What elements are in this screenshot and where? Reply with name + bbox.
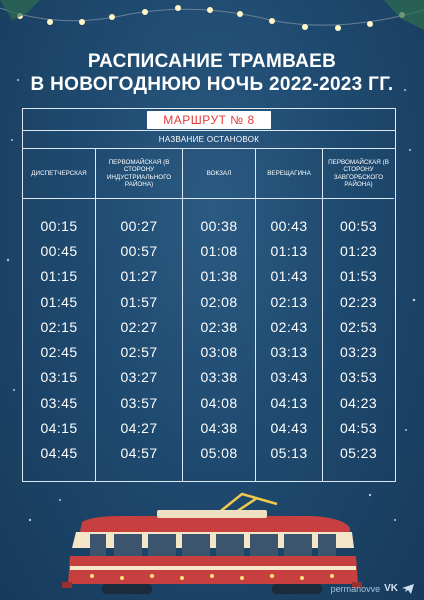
telegram-icon [402,584,414,594]
time-cell: 00:15 [40,217,78,234]
time-cell: 04:27 [120,420,158,437]
time-cell: 01:45 [40,293,78,310]
time-cell: 00:53 [339,217,378,234]
column-dispatcher [23,149,96,481]
time-cell: 04:08 [200,394,238,411]
tram-illustration [62,488,362,600]
string-lights-decoration [0,0,424,40]
time-cell: 00:38 [200,217,238,234]
footer [331,583,414,594]
time-cell: 03:23 [339,344,378,361]
time-cell: 02:38 [200,318,238,335]
time-cell: 02:27 [120,318,158,335]
time-cell: 00:27 [120,217,158,234]
schedule-table [22,108,396,482]
time-cell: 04:45 [40,445,78,462]
time-cell: 01:57 [120,293,158,310]
time-cell: 01:53 [339,268,378,285]
time-cell: 03:38 [200,369,238,386]
time-cell: 03:13 [270,344,308,361]
time-cell: 01:27 [120,268,158,285]
time-cell: 00:57 [120,242,158,259]
time-cell: 04:53 [339,420,378,437]
column-pervomayskaya-zavgorbsky [323,149,394,481]
time-cell: 02:23 [339,293,378,310]
time-cell: 02:08 [200,293,238,310]
time-cell: 03:15 [40,369,78,386]
stops-header: НАЗВАНИЕ ОСТАНОВОК [23,131,395,149]
time-cell: 03:43 [270,369,308,386]
time-cell: 02:43 [270,318,308,335]
time-cell: 03:45 [40,394,78,411]
time-cell: 02:13 [270,293,308,310]
column-pervomayskaya-industrial [96,149,183,481]
time-cell: 05:13 [270,445,308,462]
column-header: ВЕРЕЩАГИНА [256,149,322,199]
time-cell: 02:45 [40,344,78,361]
time-cell: 02:53 [339,318,378,335]
time-cell: 03:27 [120,369,158,386]
time-cell: 03:57 [120,394,158,411]
time-cell: 04:43 [270,420,308,437]
title-line-1: РАСПИСАНИЕ ТРАМВАЕВ [87,51,337,72]
time-cell: 01:15 [40,268,78,285]
time-cell: 00:43 [270,217,308,234]
time-cell: 04:23 [339,394,378,411]
schedule-columns [23,149,395,481]
column-header: ВОКЗАЛ [183,149,255,199]
time-cell: 01:38 [200,268,238,285]
time-cell: 03:08 [200,344,238,361]
column-header: ПЕРВОМАЙСКАЯ (В СТОРОНУ ИНДУСТРИАЛЬНОГО РАЙОНА) [96,149,182,199]
time-cell: 04:15 [40,420,78,437]
column-vereshchagina [256,149,323,481]
time-cell: 02:15 [40,318,78,335]
column-header: ПЕРВОМАЙСКАЯ (В СТОРОНУ ЗАВГОРБСКОГО РАЙОНА) [323,149,394,199]
time-cell: 01:43 [270,268,308,285]
time-cell: 01:23 [339,242,378,259]
vk-logo-icon: VK [384,583,398,594]
time-cell: 04:57 [120,445,158,462]
watermark-text: permanovve [330,583,381,594]
title-line-2: В НОВОГОДНЮЮ НОЧЬ 2022-2023 ГГ. [30,74,394,95]
time-cell: 04:13 [270,394,308,411]
column-vokzal [183,149,256,481]
time-cell: 01:08 [200,242,238,259]
time-cell: 01:13 [270,242,308,259]
time-cell: 04:38 [200,420,238,437]
route-label: МАРШРУТ № 8 [147,111,270,129]
page-title [0,50,424,96]
time-cell: 03:53 [339,369,378,386]
time-cell: 05:23 [339,445,378,462]
time-cell: 02:57 [120,344,158,361]
time-cell: 00:45 [40,242,78,259]
route-header [23,109,395,131]
column-header: ДИСПЕТЧЕРСКАЯ [23,149,95,199]
time-cell: 05:08 [200,445,238,462]
